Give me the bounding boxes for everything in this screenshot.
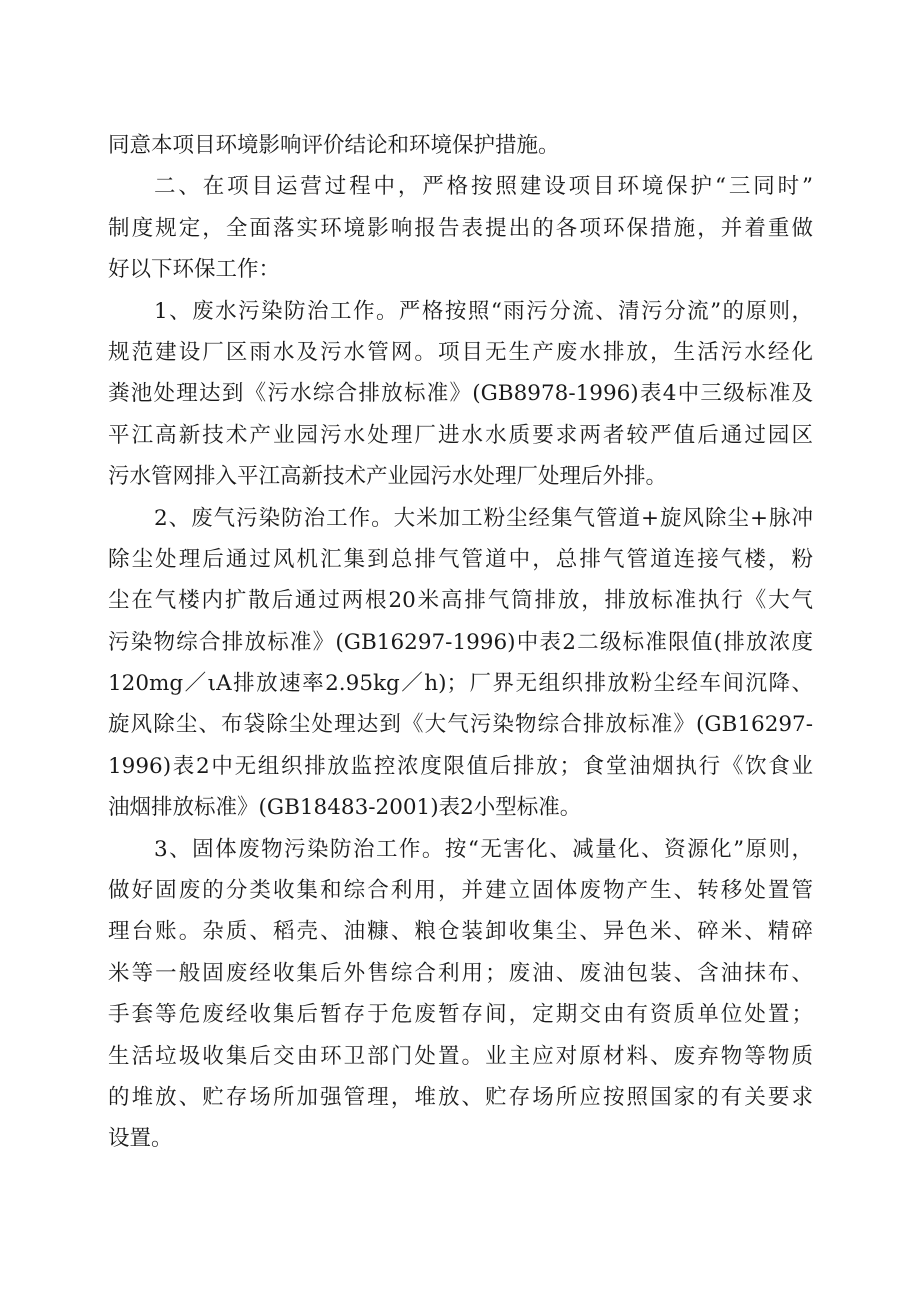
- text-line: 除尘处理后通过风机汇集到总排气管道中，总排气管道连接气楼，粉: [108, 546, 813, 572]
- text-line: 1996)表2中无组织排放监控浓度限值后排放；食堂油烟执行《饮食业: [108, 753, 813, 779]
- document-body: [108, 125, 813, 1160]
- text-line: 120mg／ιA排放速率2.95kg／h)；厂界无组织排放粉尘经车间沉降、: [108, 671, 813, 697]
- text-line: 污水管网排入平江高新技术产业园污水处理厂处理后外排。: [108, 464, 668, 490]
- text-line: 旋风除尘、布袋除尘处理达到《大气污染物综合排放标准》(GB16297-: [108, 712, 813, 738]
- text-line: 油烟排放标准》(GB18483-2001)表2小型标准。: [108, 795, 582, 821]
- paragraph-first-line: 3、固体废物污染防治工作。按“无害化、减量化、资源化”原则，: [154, 836, 813, 862]
- text-line: 制度规定，全面落实环境影响报告表提出的各项环保措施，并着重做: [108, 215, 813, 241]
- text-line: 理台账。杂质、稻壳、油糠、粮仓装卸收集尘、异色米、碎米、精碎: [108, 919, 813, 945]
- text-line: 平江高新技术产业园污水处理厂进水水质要求两者较严值后通过园区: [108, 422, 813, 448]
- paragraph-first-line: 二、在项目运营过程中，严格按照建设项目环境保护“三同时”: [154, 174, 813, 200]
- text-line: 粪池处理达到《污水综合排放标准》(GB8978-1996)表4中三级标准及: [108, 381, 813, 407]
- text-line: 的堆放、贮存场所加强管理，堆放、贮存场所应按照国家的有关要求: [108, 1084, 813, 1110]
- text-line: 生活垃圾收集后交由环卫部门处置。业主应对原材料、废弃物等物质: [108, 1043, 813, 1069]
- text-line: 做好固废的分类收集和综合利用，并建立固体废物产生、转移处置管: [108, 878, 813, 904]
- text-line: 好以下环保工作：: [108, 257, 281, 283]
- text-line: 手套等危废经收集后暂存于危废暂存间，定期交由有资质单位处置；: [108, 1002, 813, 1028]
- paragraph-first-line: 2、废气污染防治工作。大米加工粉尘经集气管道+旋风除尘+脉冲: [154, 505, 813, 531]
- text-line: 污染物综合排放标准》(GB16297-1996)中表2二级标准限值(排放浓度: [108, 629, 813, 655]
- text-line: 规范建设厂区雨水及污水管网。项目无生产废水排放，生活污水经化: [108, 339, 813, 365]
- text-line: 尘在气楼内扩散后通过两根20米高排气筒排放，排放标准执行《大气: [108, 588, 813, 614]
- text-line: 同意本项目环境影响评价结论和环境保护措施。: [108, 133, 560, 158]
- paragraph-first-line: 1、废水污染防治工作。严格按照“雨污分流、清污分流”的原则，: [154, 298, 813, 324]
- text-line: 米等一般固废经收集后外售综合利用；废油、废油包装、含油抹布、: [108, 960, 813, 986]
- text-line: 设置。: [108, 1126, 173, 1152]
